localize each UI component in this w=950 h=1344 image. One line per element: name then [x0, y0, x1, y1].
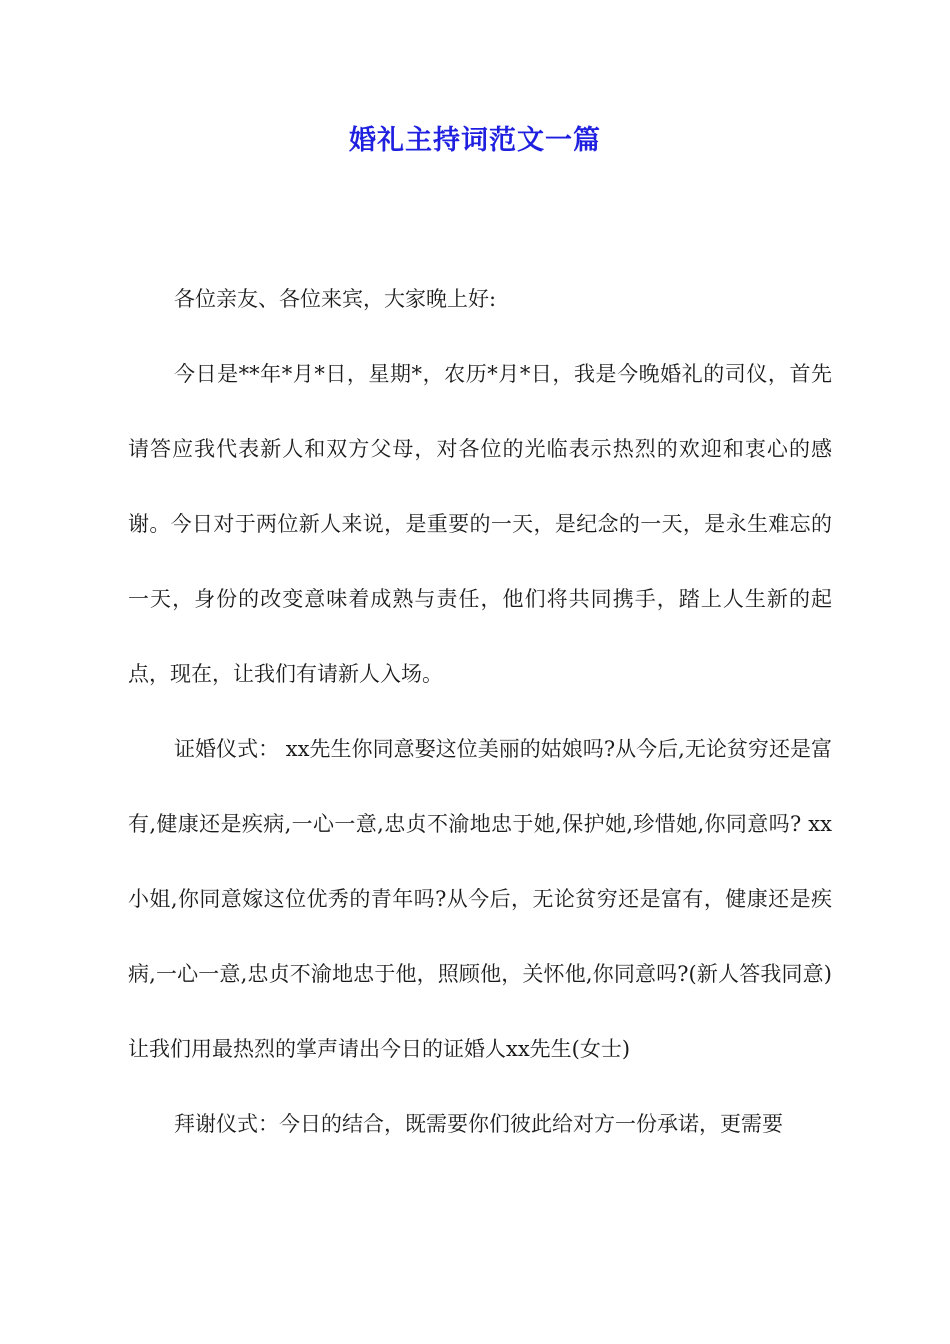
paragraph-vows-ceremony: 证婚仪式： xx先生你同意娶这位美丽的姑娘吗?从今后,无论贫穷还是富有,健康还是疾病,一心一意,忠贞不渝地忠于她,保护她,珍惜她,你同意吗? xx小姐,你同意嫁这位优秀的青年吗?从今后，无论贫穷还是富有，健康还是疾病,一心一意,忠贞不渝地忠于他，照顾他，关怀他,你同意吗?(新人答我同意) 让我们用最热烈的掌声请出今日的证婚人xx先生(女士) [128, 737, 832, 1061]
document-title: 婚礼主持词范文一篇 [349, 125, 601, 156]
paragraph-greeting: 各位亲友、各位来宾，大家晚上好: [174, 287, 497, 311]
document-body [128, 262, 832, 1162]
paragraph-opening: 今日是**年*月*日，星期*，农历*月*日，我是今晚婚礼的司仪，首先请答应我代表新人和双方父母，对各位的光临表示热烈的欢迎和衷心的感谢。今日对于两位新人来说，是重要的一天，是纪念的一天，是永生难忘的一天，身份的改变意味着成熟与责任，他们将共同携手，踏上人生新的起点，现在，让我们有请新人入场。 [128, 362, 832, 686]
paragraph-thanks-ceremony: 拜谢仪式：今日的结合，既需要你们彼此给对方一份承诺，更需要 [174, 1112, 783, 1136]
